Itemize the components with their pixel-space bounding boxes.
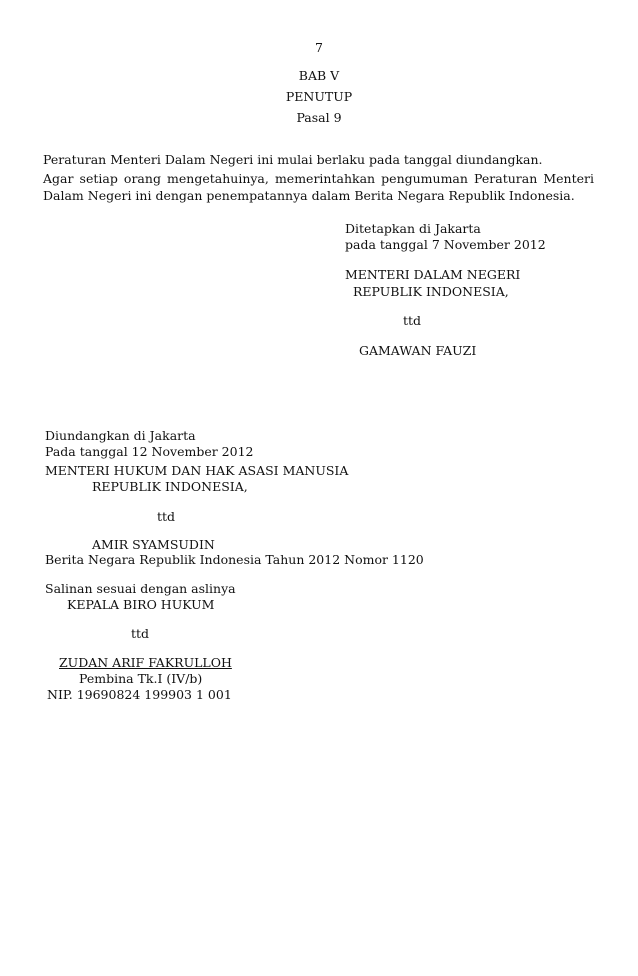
- promulgation-place: Diundangkan di Jakarta: [45, 428, 196, 443]
- certification-nip: NIP. 19690824 199903 1 001: [47, 687, 232, 702]
- promulgation-office-country: REPUBLIK INDONESIA,: [92, 479, 248, 494]
- chapter-heading: BAB V: [298, 68, 340, 83]
- promulgation-office: MENTERI HUKUM DAN HAK ASASI MANUSIA: [45, 463, 349, 478]
- certification-rank: Pembina Tk.I (IV/b): [79, 671, 203, 686]
- certification-office: KEPALA BIRO HUKUM: [67, 597, 215, 612]
- enactment-office: MENTERI DALAM NEGERI: [345, 267, 521, 282]
- paragraph-effective: Peraturan Menteri Dalam Negeri ini mulai berlaku pada tanggal diundangkan.: [43, 152, 543, 167]
- promulgation-signature: ttd: [157, 509, 176, 524]
- enactment-date: pada tanggal 7 November 2012: [345, 237, 546, 252]
- certification-note: Salinan sesuai dengan aslinya: [45, 581, 236, 596]
- enactment-signature: ttd: [403, 313, 422, 328]
- promulgation-signatory-name: AMIR SYAMSUDIN: [92, 537, 215, 552]
- chapter-title: PENUTUP: [285, 89, 353, 104]
- promulgation-date: Pada tanggal 12 November 2012: [45, 444, 254, 459]
- enactment-signatory-name: GAMAWAN FAUZI: [359, 343, 477, 358]
- gazette-reference: Berita Negara Republik Indonesia Tahun 2012 Nomor 1120: [45, 552, 424, 567]
- enactment-office-country: REPUBLIK INDONESIA,: [353, 284, 509, 299]
- page-number: 7: [315, 40, 323, 55]
- certification-signature: ttd: [131, 626, 150, 641]
- paragraph-promulgation-order: Agar setiap orang mengetahuinya, memerintahkan pengumuman Peraturan Menteri Dalam Negeri ini dengan penempatannya dalam Berita Negara Republik Indonesia.: [43, 171, 594, 203]
- article-heading: Pasal 9: [296, 110, 342, 125]
- certification-signatory-name: ZUDAN ARIF FAKRULLOH: [59, 655, 232, 670]
- enactment-place: Ditetapkan di Jakarta: [345, 221, 481, 236]
